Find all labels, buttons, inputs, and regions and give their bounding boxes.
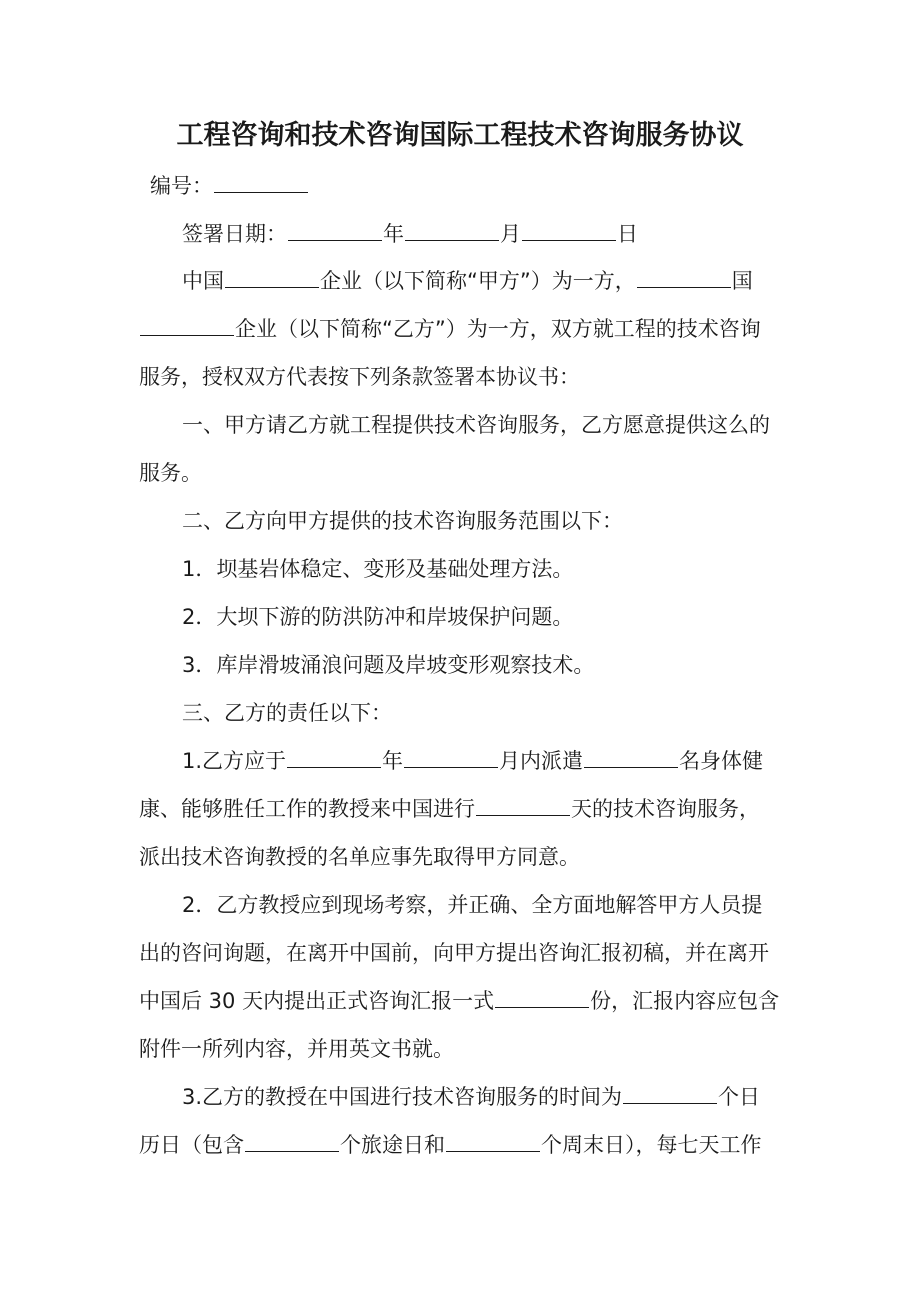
clause-text: 1.乙方应于 bbox=[182, 749, 287, 773]
clause2-item: 3．库岸滑坡涌浪问题及岸坡变形观察技术。 bbox=[182, 653, 595, 677]
clause2-item: 2．大坝下游的防洪防冲和岸坡保护问题。 bbox=[182, 605, 574, 629]
clause-text: 名身体健 bbox=[679, 749, 764, 773]
clause3-item2-line-2: 出的咨问询题，在离开中国前，向甲方提出咨询汇报初稿，并在离开 bbox=[139, 941, 769, 965]
service-period-blank bbox=[623, 1083, 717, 1104]
clause-text: 历日（包含 bbox=[139, 1133, 244, 1157]
preamble-text: 企业（以下简称“甲方”）为一方， bbox=[320, 269, 636, 293]
preamble-text: 企业（以下简称“乙方”）为一方，双方就工程的技术咨询 bbox=[235, 317, 761, 341]
clause-text: 年 bbox=[382, 749, 404, 773]
party-a-blank bbox=[225, 267, 319, 288]
month-blank bbox=[405, 220, 499, 241]
clause-text: 个日 bbox=[718, 1085, 761, 1109]
preamble-line-2 bbox=[139, 314, 761, 344]
travel-days-blank bbox=[245, 1131, 339, 1152]
report-copies-blank bbox=[495, 987, 589, 1008]
sign-date-label: 签署日期： bbox=[182, 222, 287, 246]
clause3-item1-line-2 bbox=[139, 794, 760, 824]
preamble-text: 中国 bbox=[182, 269, 224, 293]
month-unit: 月 bbox=[500, 222, 521, 246]
dispatch-year-blank bbox=[287, 747, 381, 768]
party-b-blank bbox=[140, 315, 234, 336]
expert-count-blank bbox=[584, 747, 678, 768]
weekend-days-blank bbox=[446, 1131, 540, 1152]
clause1-line-1: 一、甲方请乙方就工程提供技术咨询服务，乙方愿意提供这么的 bbox=[182, 413, 770, 437]
document-title: 工程咨询和技术咨询国际工程技术咨询服务协议 bbox=[176, 120, 744, 151]
clause3-item2-line-4: 附件一所列内容，并用英文书就。 bbox=[139, 1037, 454, 1061]
clause-text: 中国后 30 天内提出正式咨询汇报一式 bbox=[139, 989, 495, 1013]
day-unit: 日 bbox=[617, 222, 638, 246]
clause-text: 月内派遣 bbox=[499, 749, 584, 773]
clause-text: 个旅途日和 bbox=[340, 1133, 445, 1157]
preamble-line-1 bbox=[182, 266, 753, 296]
year-unit: 年 bbox=[383, 222, 404, 246]
preamble-line-3: 服务，授权双方代表按下列条款签署本协议书： bbox=[139, 365, 580, 389]
clause2-item: 1．坝基岩体稳定、变形及基础处理方法。 bbox=[182, 557, 574, 581]
number-blank bbox=[214, 172, 308, 193]
clause3-item2-line-3 bbox=[139, 986, 779, 1016]
clause-text: 康、能够胜任工作的教授来中国进行 bbox=[139, 797, 475, 821]
clause3-heading: 三、乙方的责任以下： bbox=[182, 701, 392, 725]
clause3-item3-line-1 bbox=[182, 1082, 760, 1112]
clause-text: 天的技术咨询服务， bbox=[571, 797, 760, 821]
day-blank bbox=[522, 220, 616, 241]
clause3-item3-line-2 bbox=[139, 1130, 762, 1160]
clause-text: 3.乙方的教授在中国进行技术咨询服务的时间为 bbox=[182, 1085, 623, 1109]
clause3-item1-line-1 bbox=[182, 746, 763, 776]
clause-text: 份，汇报内容应包含 bbox=[590, 989, 780, 1013]
clause3-item2-line-1: 2．乙方教授应到现场考察，并正确、全方面地解答甲方人员提 bbox=[182, 893, 763, 917]
number-line bbox=[150, 171, 309, 201]
clause-text: 个周末日），每七天工作 bbox=[541, 1133, 762, 1157]
clause3-item1-line-3: 派出技术咨询教授的名单应事先取得甲方同意。 bbox=[139, 845, 580, 869]
service-days-blank bbox=[476, 795, 570, 816]
clause2-heading: 二、乙方向甲方提供的技术咨询服务范围以下： bbox=[182, 509, 623, 533]
clause1-line-2: 服务。 bbox=[139, 461, 202, 485]
number-label: 编号： bbox=[150, 174, 213, 198]
party-b-country-blank bbox=[637, 267, 731, 288]
dispatch-month-blank bbox=[404, 747, 498, 768]
preamble-text: 国 bbox=[731, 269, 753, 293]
year-blank bbox=[288, 220, 382, 241]
sign-date-line bbox=[182, 219, 638, 249]
